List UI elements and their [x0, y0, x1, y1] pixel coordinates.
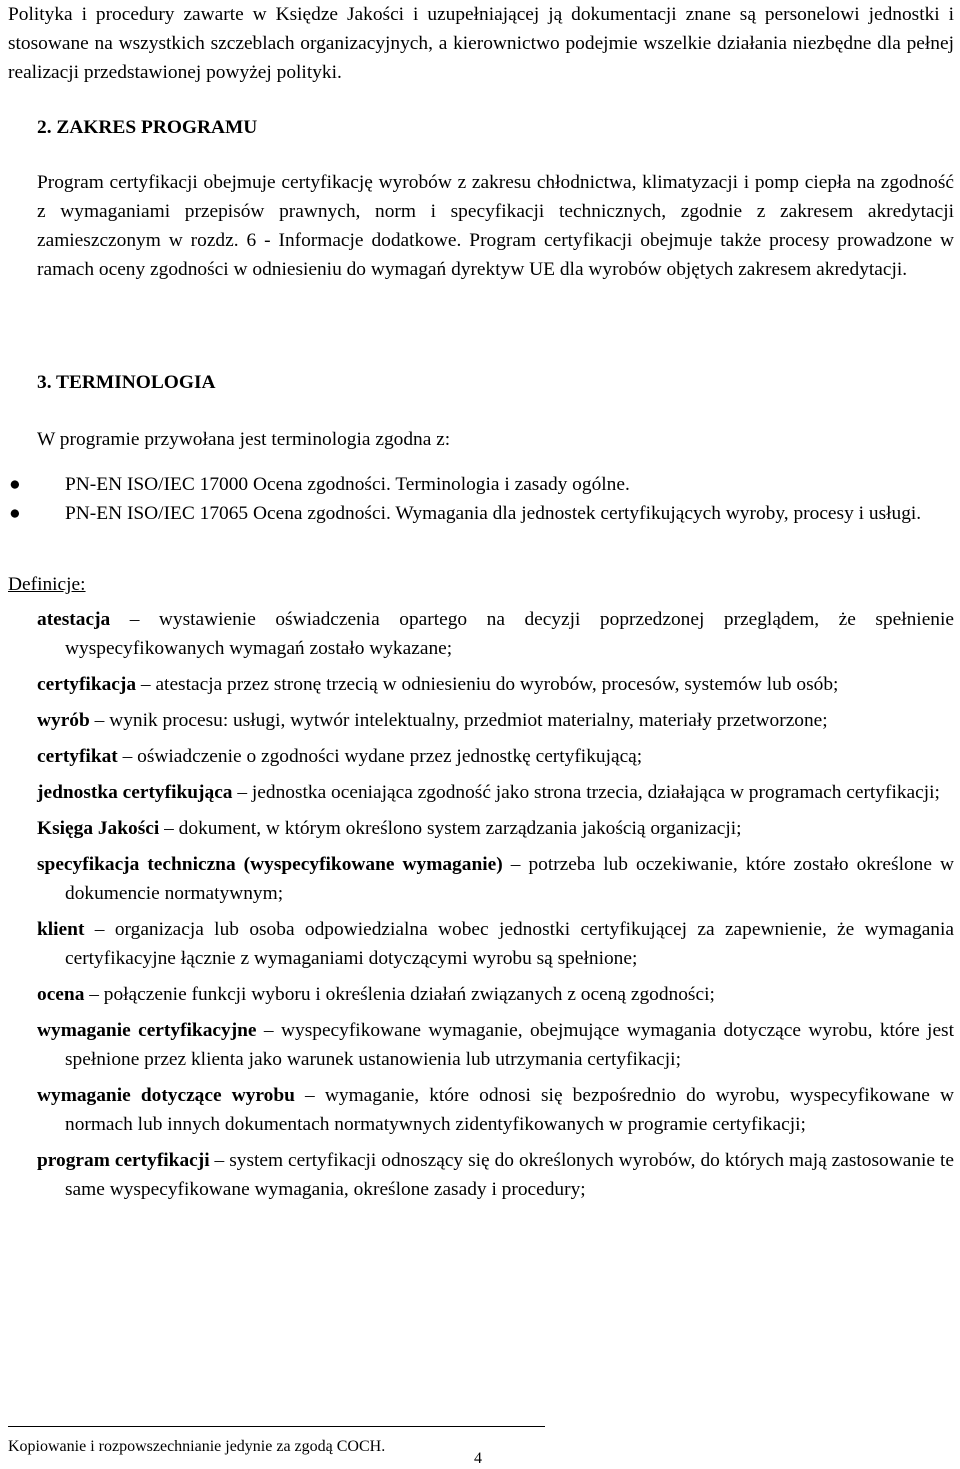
- definition-item: wymaganie dotyczące wyrobu – wymaganie, które odnosi się bezpośrednio do wyrobu, wyspecyfikowane w normach lub innych dokumentach normatywnych zidentyfikowanych w programie certyfikacji;: [37, 1085, 955, 1135]
- definitions-list: [37, 605, 954, 1211]
- bullet-icon: ●: [9, 503, 21, 524]
- definition-text: organizacja lub osoba odpowiedzialna wobec jednostki certyfikującej za zapewnienie, że wymagania certyfikacyjne łącznie z wymaganiami dotyczącymi wyrobu są spełnione;: [65, 919, 954, 969]
- definition-text: wyspecyfikowane wymaganie, obejmujące wymagania dotyczące wyrobu, które jest spełnione przez klienta jako warunek ustanowienia lub utrzymania certyfikacji;: [65, 1020, 954, 1070]
- definition-term: wymaganie dotyczące wyrobu: [37, 1085, 295, 1106]
- definition-item: program certyfikacji – system certyfikacji odnoszący się do określonych wyrobów, do których mają zastosowanie te same wyspecyfikowane wymagania, określone zasady i procedury;: [37, 1150, 954, 1200]
- definition-text: dokument, w którym określono system zarządzania jakością organizacji;: [178, 818, 742, 839]
- footer-copyright: Kopiowanie i rozpowszechnianie jedynie za zgodą COCH.: [8, 1438, 386, 1455]
- definition-term: specyfikacja techniczna (wyspecyfikowane wymaganie): [37, 854, 503, 875]
- section-3-intro: W programie przywołana jest terminologia zgodna z:: [37, 429, 451, 450]
- definition-term: certyfikat: [37, 746, 118, 767]
- reference-item: ● PN-EN ISO/IEC 17000 Ocena zgodności. Terminologia i zasady ogólne.: [37, 470, 954, 499]
- definition-item: certyfikat – oświadczenie o zgodności wydane przez jednostkę certyfikującą;: [37, 746, 643, 767]
- definition-term: ocena: [37, 984, 85, 1005]
- definition-text: oświadczenie o zgodności wydane przez jednostkę certyfikującą;: [137, 746, 643, 767]
- definition-term: certyfikacja: [37, 674, 137, 695]
- definition-term: klient: [37, 919, 85, 940]
- definition-item: ocena – połączenie funkcji wyboru i określenia działań związanych z oceną zgodności;: [37, 984, 715, 1005]
- definition-text: jednostka oceniająca zgodność jako strona trzecia, działająca w programach certyfikacji;: [251, 782, 940, 803]
- reference-list: [9, 470, 954, 528]
- definition-term: program certyfikacji: [37, 1150, 210, 1171]
- bullet-icon: ●: [9, 474, 21, 495]
- definition-item: specyfikacja techniczna (wyspecyfikowane wymaganie) – potrzeba lub oczekiwanie, które zostało określone w dokumencie normatywnym;: [37, 854, 954, 904]
- page-number: 4: [474, 1450, 482, 1467]
- definitions-title: Definicje:: [8, 574, 86, 595]
- section-2-heading: 2. ZAKRES PROGRAMU: [37, 117, 258, 138]
- definition-text: połączenie funkcji wyboru i określenia działań związanych z oceną zgodności;: [103, 984, 715, 1005]
- definition-item: klient – organizacja lub osoba odpowiedzialna wobec jednostki certyfikującej za zapewnienie, że wymagania certyfikacyjne łącznie z wymaganiami dotyczącymi wyrobu są spełnione;: [37, 919, 954, 969]
- intro-paragraph: Polityka i procedury zawarte w Księdze Jakości i uzupełniającej ją dokumentacji znane są personelowi jednostki i stosowane na wszystkich szczeblach organizacyjnych, a kierownictwo podejmie wszelkie działania niezbędne dla pełnej realizacji przedstawionej powyżej polityki.: [8, 4, 954, 83]
- definition-item: Księga Jakości – dokument, w którym określono system zarządzania jakością organizacji;: [37, 818, 742, 839]
- definition-item: wymaganie certyfikacyjne – wyspecyfikowane wymaganie, obejmujące wymagania dotyczące wyrobu, które jest spełnione przez klienta jako warunek ustanowienia lub utrzymania certyfikacji;: [37, 1020, 954, 1070]
- definition-term: wyrób: [37, 710, 90, 731]
- footer-divider: [8, 1426, 545, 1427]
- section-3-heading: 3. TERMINOLOGIA: [37, 372, 216, 393]
- definition-text: wystawienie oświadczenia opartego na decyzji poprzedzonej przeglądem, że spełnienie wyspecyfikowanych wymagań zostało wykazane;: [65, 609, 954, 659]
- definition-term: wymaganie certyfikacyjne: [37, 1020, 257, 1041]
- definition-item: certyfikacja – atestacja przez stronę trzecią w odniesieniu do wyrobów, procesów, systemów lub osób;: [37, 674, 839, 695]
- definition-text: wynik procesu: usługi, wytwór intelektualny, przedmiot materialny, materiały przetworzone;: [109, 710, 828, 731]
- definition-text: atestacja przez stronę trzecią w odniesieniu do wyrobów, procesów, systemów lub osób;: [155, 674, 839, 695]
- reference-item: ● PN-EN ISO/IEC 17065 Ocena zgodności. Wymagania dla jednostek certyfikujących wyroby, procesy i usługi.: [37, 499, 954, 528]
- definition-text: wymaganie, które odnosi się bezpośrednio do wyrobu, wyspecyfikowane w normach lub innych dokumentach normatywnych zidentyfikowanych w programie certyfikacji;: [65, 1085, 955, 1135]
- definition-item: jednostka certyfikująca – jednostka oceniająca zgodność jako strona trzecia, działająca w programach certyfikacji;: [37, 782, 940, 803]
- definition-term: atestacja: [37, 609, 111, 630]
- definition-text: system certyfikacji odnoszący się do określonych wyrobów, do których mają zastosowanie te same wyspecyfikowane wymagania, określone zasady i procedury;: [65, 1150, 954, 1200]
- definition-term: jednostka certyfikująca: [37, 782, 233, 803]
- definition-text: potrzeba lub oczekiwanie, które zostało określone w dokumencie normatywnym;: [65, 854, 954, 904]
- definition-item: wyrób – wynik procesu: usługi, wytwór intelektualny, przedmiot materialny, materiały przetworzone;: [37, 710, 828, 731]
- section-2-body: Program certyfikacji obejmuje certyfikację wyrobów z zakresu chłodnictwa, klimatyzacji i pomp ciepła na zgodność z wymaganiami przepisów prawnych, norm i specyfikacji technicznych, zgodnie z zakresem akredytacji zamieszczonym w rozdz. 6 - Informacje dodatkowe. Program certyfikacji obejmuje także procesy prowadzone w ramach oceny zgodności w odniesieniu do wymagań dyrektyw UE dla wyrobów objętych zakresem akredytacji.: [37, 172, 954, 280]
- definition-term: Księga Jakości: [37, 818, 160, 839]
- definition-item: atestacja – wystawienie oświadczenia opartego na decyzji poprzedzonej przeglądem, że spełnienie wyspecyfikowanych wymagań zostało wykazane;: [37, 609, 954, 659]
